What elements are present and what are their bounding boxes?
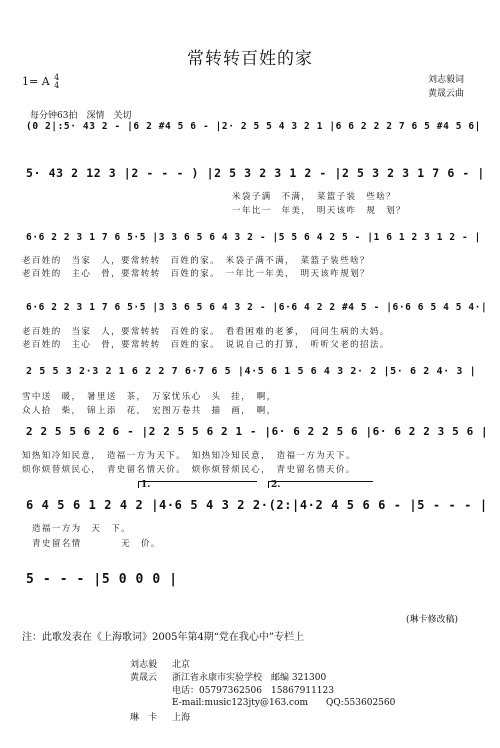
- notation-line-8: 5 - - - |5 0 0 0 |: [26, 572, 178, 587]
- revision-signature: (琳卡修改稿): [405, 615, 458, 625]
- notation-line-4: 6·6 2 2 3 1 7 6 5·5 |3 3 6 5 6 4 3 2 - |6·6 4 2 2 #4 5 - |6·6 6 5 4 5 4·|: [26, 302, 488, 313]
- key-signature: [22, 74, 59, 90]
- time-denominator: 4: [54, 81, 60, 90]
- lyric-6-verse-2: 烦你烦替烦民心， 青史留名情天价。 烦你烦替烦民心， 青史留名情天价。: [22, 465, 356, 475]
- notation-line-7: 6 4 5 6 1 2 4 2 |4·6 5 4 3 2 2·(2:|4·2 4 5 6 6 - |5 - - - |: [26, 498, 488, 512]
- contact-3-city: 上海: [172, 713, 191, 723]
- lyric-3-verse-1: 老百姓的 当家 人，要常转转 百姓的家。 米袋子满不满， 菜篮子装些啥？: [22, 256, 370, 266]
- notation-line-3: 6·6 2 2 3 1 7 6 5·5 |3 3 6 5 6 4 3 2 - |5 5 6 4 2 5 - |1 6 1 2 3 1 2 - |: [26, 232, 482, 243]
- lyricist-credit: 刘志毅词: [427, 75, 464, 85]
- contact-email[interactable]: E-mail:music123jty@163.com QQ:553602560: [172, 698, 396, 708]
- notation-line-6: 2 2 5 5 6 2 6 - |2 2 5 5 6 2 1 - |6· 6 2 2 5 6 |6· 6 2 2 3 5 6 |: [26, 425, 489, 438]
- lyric-4-verse-1: 老百姓的 当家 人，要常转转 百姓的家。 看看困难的老爹， 问问生病的大妈。: [22, 327, 390, 337]
- second-ending-bracket: [268, 481, 373, 488]
- contact-1-city: 北京: [172, 660, 191, 670]
- lyric-4-verse-2: 老百姓的 主心 骨，要常转转 百姓的家。 说说自己的打算， 听听父老的招法。: [22, 340, 390, 350]
- time-numerator: 4: [54, 73, 60, 82]
- notation-line-2: 5· 43 2 12 3 |2 - - - ) |2 5 3 2 3 1 2 - |2 5 3 2 3 1 7 6 - |: [26, 166, 485, 180]
- first-ending-label: 1.: [141, 480, 151, 490]
- contact-phone: 电话：05797362506 15867911123: [172, 686, 334, 696]
- first-ending-bracket: [138, 481, 257, 488]
- publication-note: 注：此歌发表在《上海歌词》2005年第4期“党在我心中”专栏上: [22, 632, 305, 643]
- notation-line-1: (0 2|:5· 43 2 - |6 2 #4 5 6 - |2· 2 5 5 4 3 2 1 |6 6 2 2 2 7 6 5 #4 5 6|: [26, 121, 482, 132]
- lyric-2-verse-1: 米袋子满 不满， 菜篮子装 些啥？: [232, 192, 397, 202]
- contact-3-name: 琳 卡: [130, 713, 158, 723]
- lyric-6-verse-1: 知热知冷知民意， 造福一方为天下。 知热知冷知民意， 造福一方为天下。: [22, 451, 356, 461]
- composer-credit: 黄晟云曲: [427, 89, 464, 99]
- key-label: 1= A: [22, 75, 50, 88]
- contact-1-name: 刘志毅: [130, 660, 158, 670]
- lyric-3-verse-2: 老百姓的 主心 骨，要常转转 百姓的家。 一年比一年美， 明天该咋规划？: [22, 269, 370, 279]
- lyric-7-verse-2: 青史留名情 无 价。: [32, 539, 161, 549]
- contact-2-name: 黄晟云: [130, 673, 158, 683]
- notation-line-5: 2 5 5 3 2·3 2 1 6 2 2 7 6·7 6 5 |4·5 6 1 5 6 4 3 2· 2 |5· 6 2 4· 3 |: [26, 366, 477, 377]
- song-title: 常转转百姓的家: [187, 49, 313, 69]
- lyric-2-verse-2: 一年比一 年美， 明天该咋 规 划？: [232, 206, 406, 216]
- lyric-5-verse-1: 雪中送 暖， 暑里送 茶， 万家忧乐心 头 挂， 啊，: [22, 392, 277, 402]
- tempo-marking: 每分钟63拍 深情 关切: [30, 111, 132, 121]
- contact-2-address: 浙江省永康市实验学校 邮编 321300: [172, 673, 327, 683]
- second-ending-label: 2.: [271, 480, 281, 490]
- lyric-5-verse-2: 众人拾 柴， 锦上添 花， 宏图万卷共 描 画， 啊，: [22, 406, 277, 416]
- lyric-7-verse-1: 造福一方为 天 下。: [32, 524, 132, 534]
